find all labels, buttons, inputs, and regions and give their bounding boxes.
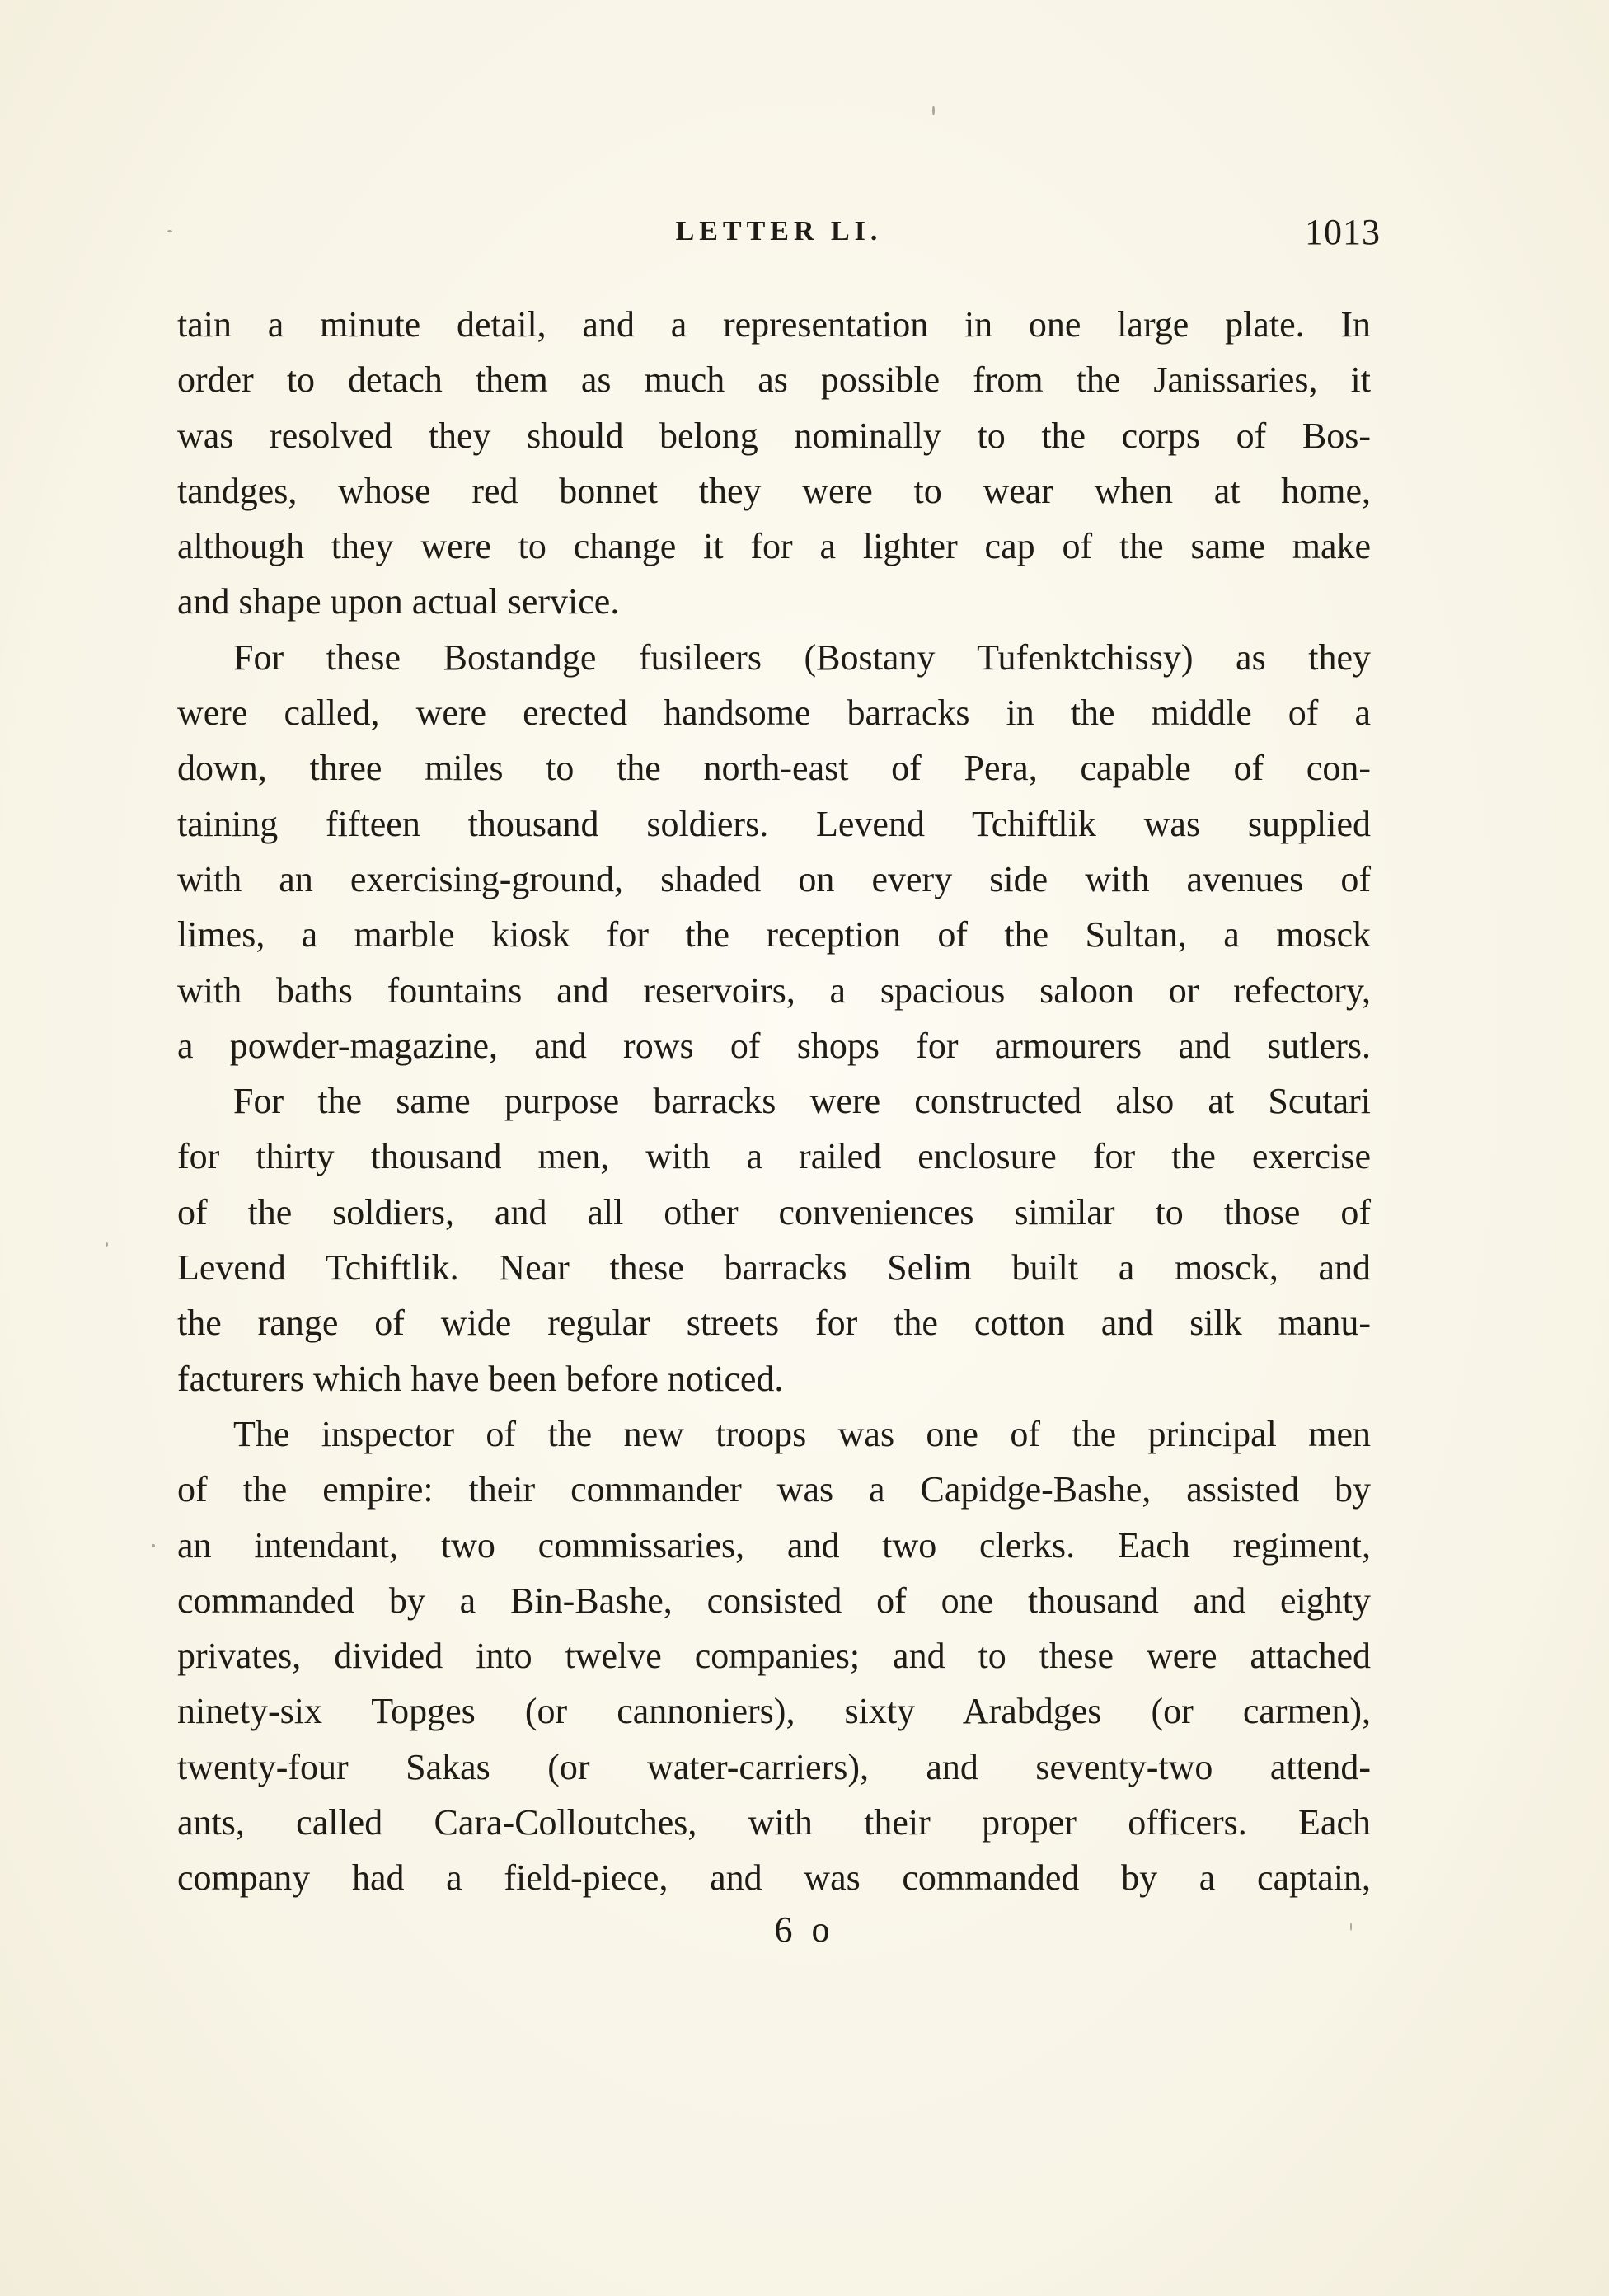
text-line: down, three miles to the north-east of Pera, capable of con- [177,748,1371,789]
paper-speck [152,1544,155,1547]
page-number: 1013 [1305,212,1381,252]
running-head [177,212,1381,265]
text-line: of the empire: their commander was a Capidge-Bashe, assisted by [177,1469,1371,1510]
text-line: twenty-four Sakas (or water-carriers), and seventy-two attend- [177,1746,1371,1787]
text-line: an intendant, two commissaries, and two clerks. Each regiment, [177,1524,1371,1566]
paper-speck [932,106,935,115]
running-title: LETTER LI. [675,216,883,247]
text-line: was resolved they should belong nominally to the corps of Bos- [177,415,1371,456]
text-line: Levend Tchiftlik. Near these barracks Selim built a mosck, and [177,1247,1371,1289]
paragraph-start-line: The inspector of the new troops was one of the principal men [233,1413,1371,1454]
text-line: commanded by a Bin-Bashe, consisted of one thousand and eighty [177,1580,1371,1621]
paper-speck [167,230,172,232]
text-line: were called, were erected handsome barracks in the middle of a [177,693,1371,734]
text-line: and shape upon actual service. [177,581,620,622]
text-line: limes, a marble kiosk for the reception of the Sultan, a mosck [177,914,1371,955]
paragraph-start-line: For the same purpose barracks were constructed also at Scutari [233,1081,1371,1122]
text-line: company had a field-piece, and was commanded by a captain, [177,1857,1371,1899]
text-line: ants, called Cara-Colloutches, with their proper officers. Each [177,1802,1371,1843]
paragraph-start-line: For these Bostandge fusileers (Bostany Tufenktchissy) as they [233,636,1371,678]
paper-speck [106,1242,108,1247]
body-text [177,297,1371,1906]
text-line: the range of wide regular streets for the cotton and silk manu- [177,1303,1371,1344]
text-line: taining fifteen thousand soldiers. Levend Tchiftlik was supplied [177,803,1371,844]
text-line: a powder-magazine, and rows of shops for armourers and sutlers. [177,1025,1371,1066]
text-line: although they were to change it for a lighter cap of the same make [177,526,1371,567]
text-line: order to detach them as much as possible from the Janissaries, it [177,359,1371,401]
paper-speck [1350,1923,1352,1931]
text-line: tain a minute detail, and a representation in one large plate. In [177,304,1371,345]
text-line: privates, divided into twelve companies; and to these were attached [177,1636,1371,1677]
text-line: for thirty thousand men, with a railed enclosure for the exercise [177,1136,1371,1177]
text-line: with an exercising-ground, shaded on every side with avenues of [177,858,1371,899]
text-line: tandges, whose red bonnet they were to wear when at home, [177,470,1371,511]
text-line: ninety-six Topges (or cannoniers), sixty Arabdges (or carmen), [177,1691,1371,1732]
text-line: facturers which have been before noticed. [177,1358,784,1399]
text-line: with baths fountains and reservoirs, a spacious saloon or refectory, [177,970,1371,1011]
text-line: of the soldiers, and all other conveniences similar to those of [177,1191,1371,1233]
signature-mark: 6 o [774,1909,835,1950]
